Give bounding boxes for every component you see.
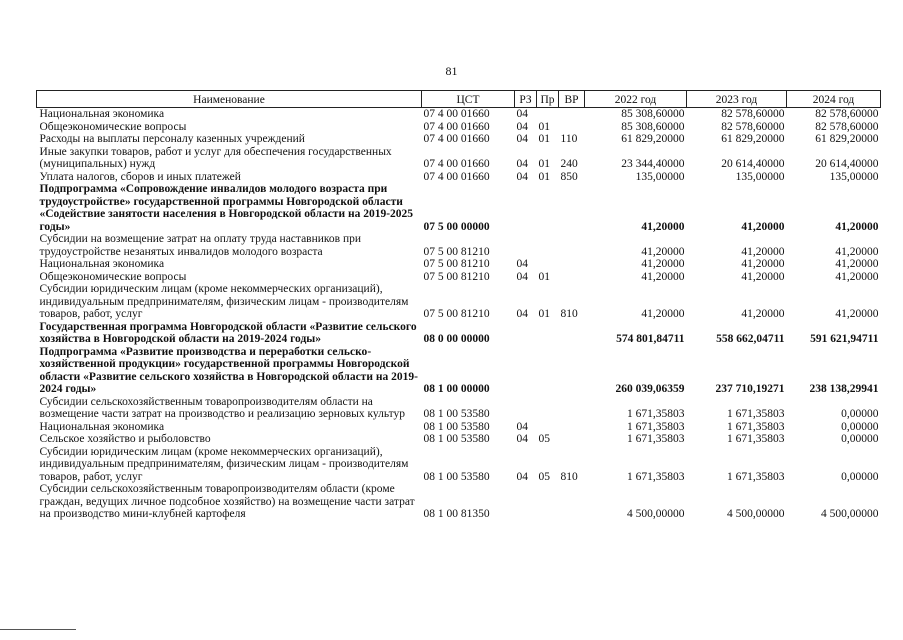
rz-cell: 04: [516, 108, 528, 120]
pr-cell: 01: [538, 120, 550, 133]
name-cell: Сельское хозяйство и рыболовство: [39, 433, 211, 445]
value-2023-cell: 1 671,35803: [727, 433, 785, 445]
rz-cell: 04: [516, 258, 528, 270]
header-vr: ВР: [559, 91, 585, 108]
vr-cell: [559, 271, 585, 284]
value-2024-cell: 82 578,60000: [815, 120, 879, 133]
bottom-rule: [0, 629, 76, 630]
value-2023-cell: 237 710,19271: [715, 383, 785, 395]
cst-cell: 07 4 00 01660: [423, 108, 490, 120]
vr-cell: [559, 421, 585, 434]
rz-cell: 04: [516, 308, 528, 320]
value-2024-cell: 41,20000: [835, 245, 879, 258]
cst-cell: 07 5 00 00000: [423, 220, 490, 233]
pr-cell: [537, 258, 559, 271]
header-pr: Пр: [537, 91, 559, 108]
rz-cell: [515, 321, 537, 346]
name-cell: Подпрограмма «Развитие производства и переработки сельскохозяйственной продукции» государственной программы Новгородской области «Развитие сельского хозяйства в Новгородской области на 2019-2024 годы»: [39, 345, 418, 395]
pr-cell: 01: [538, 308, 550, 320]
cst-cell: 08 1 00 53580: [423, 433, 490, 445]
pr-cell: 05: [538, 470, 550, 483]
value-2024-cell: 0,00000: [841, 470, 879, 483]
value-2024-cell: 0,00000: [841, 408, 879, 420]
header-2022: 2022 год: [585, 91, 687, 108]
value-2022-cell: 41,20000: [641, 258, 685, 270]
vr-cell: [559, 321, 585, 346]
value-2023-cell: 20 614,40000: [721, 158, 785, 170]
name-cell: Общеэкономические вопросы: [39, 270, 187, 283]
header-rz: РЗ: [515, 91, 537, 108]
pr-cell: [537, 108, 559, 121]
pr-cell: 01: [538, 158, 550, 170]
value-2022-cell: 1 671,35803: [627, 408, 685, 420]
table-row: [37, 108, 881, 121]
value-2022-cell: 23 344,40000: [621, 158, 685, 170]
header-name: Наименование: [37, 91, 422, 108]
value-2023-cell: 4 500,00000: [727, 508, 785, 520]
header-2024: 2024 год: [787, 91, 881, 108]
vr-cell: [559, 121, 585, 134]
name-cell: Общеэкономические вопросы: [39, 120, 187, 133]
page-number: 81: [445, 64, 458, 78]
vr-cell: 810: [560, 308, 578, 320]
value-2022-cell: 4 500,00000: [627, 508, 685, 520]
pr-cell: [537, 421, 559, 434]
pr-cell: [537, 346, 559, 396]
vr-cell: [559, 433, 585, 446]
vr-cell: [559, 483, 585, 521]
name-cell: Субсидии сельскохозяйственным товаропроизводителям области (кроме граждан, ведущих личное подсобное хозяйство) на возмещение части затрат на производство мини-клубней картофеля: [39, 483, 415, 520]
cst-cell: 08 1 00 00000: [423, 383, 490, 395]
value-2023-cell: 1 671,35803: [727, 408, 785, 420]
value-2024-cell: 41,20000: [835, 308, 879, 320]
value-2023-cell: 82 578,60000: [721, 120, 785, 133]
table-row: [37, 183, 881, 233]
name-cell: Иные закупки товаров, работ и услуг для обеспечения государственных (муниципальных) нужд: [39, 145, 392, 170]
value-2023-cell: 1 671,35803: [727, 420, 785, 433]
vr-cell: [559, 233, 585, 258]
rz-cell: 04: [516, 133, 528, 145]
value-2023-cell: 558 662,04711: [716, 333, 785, 345]
value-2022-cell: 41,20000: [641, 308, 685, 320]
pr-cell: 05: [538, 433, 550, 445]
value-2022-cell: 1 671,35803: [627, 433, 685, 445]
value-2022-cell: 41,20000: [641, 270, 685, 283]
cst-cell: 07 5 00 81210: [423, 270, 490, 283]
cst-cell: 08 1 00 53580: [423, 470, 490, 483]
budget-table: [36, 90, 881, 521]
vr-cell: [559, 258, 585, 271]
value-2024-cell: 20 614,40000: [815, 158, 879, 170]
table-row: [37, 346, 881, 396]
value-2022-cell: 135,00000: [635, 170, 685, 183]
table-row: [37, 171, 881, 184]
name-cell: Субсидии на возмещение затрат на оплату труда наставников при трудоустройстве незанятых инвалидов молодого возраста: [39, 233, 362, 258]
value-2024-cell: 41,20000: [835, 258, 879, 270]
name-cell: Уплата налогов, сборов и иных платежей: [39, 170, 241, 183]
cst-cell: 08 1 00 53580: [423, 408, 490, 420]
cst-cell: 08 1 00 53580: [423, 420, 490, 433]
cst-cell: 07 5 00 81210: [423, 258, 490, 270]
name-cell: Национальная экономика: [39, 108, 165, 120]
rz-cell: 04: [516, 433, 528, 445]
value-2024-cell: 61 829,20000: [815, 133, 879, 145]
table-row: [37, 258, 881, 271]
cst-cell: 07 5 00 81210: [423, 245, 490, 258]
pr-cell: [537, 183, 559, 233]
pr-cell: [537, 233, 559, 258]
value-2022-cell: 41,20000: [641, 245, 685, 258]
vr-cell: [559, 346, 585, 396]
value-2024-cell: 82 578,60000: [815, 108, 879, 120]
table-row: [37, 421, 881, 434]
rz-cell: 04: [516, 470, 528, 483]
cst-cell: 07 4 00 01660: [423, 120, 490, 133]
name-cell: Подпрограмма «Сопровождение инвалидов молодого возраста при трудоустройстве» государственной программы Новгородской области «Содействие занятости населения в Новгородской области на 2019-2025 годы»: [39, 183, 414, 233]
rz-cell: 04: [516, 170, 528, 183]
table-row: [37, 483, 881, 521]
value-2022-cell: 574 801,84711: [616, 333, 685, 345]
value-2023-cell: 1 671,35803: [727, 470, 785, 483]
vr-cell: 240: [560, 158, 578, 170]
value-2024-cell: 41,20000: [835, 220, 879, 233]
value-2024-cell: 238 138,29941: [809, 383, 879, 395]
table-row: [37, 233, 881, 258]
value-2023-cell: 41,20000: [741, 308, 785, 320]
pr-cell: 01: [538, 270, 550, 283]
name-cell: Расходы на выплаты персоналу казенных учреждений: [39, 133, 305, 145]
header-cst: ЦСТ: [422, 91, 515, 108]
vr-cell: 810: [560, 470, 578, 483]
table-row: [37, 396, 881, 421]
vr-cell: 110: [560, 133, 578, 145]
value-2022-cell: 1 671,35803: [627, 420, 685, 433]
pr-cell: 01: [538, 170, 550, 183]
cst-cell: 07 5 00 81210: [423, 308, 490, 320]
table-body: [37, 108, 881, 521]
rz-cell: 04: [516, 270, 528, 283]
rz-cell: [515, 483, 537, 521]
value-2023-cell: 82 578,60000: [721, 108, 785, 120]
name-cell: Субсидии юридическим лицам (кроме некоммерческих организаций), индивидуальным предпринимателям, физическим лицам - производителям товаров, работ, услуг: [39, 445, 409, 483]
rz-cell: 04: [516, 158, 528, 170]
value-2024-cell: 41,20000: [835, 270, 879, 283]
table-row: [37, 133, 881, 146]
table-header-row: [37, 91, 881, 108]
value-2023-cell: 41,20000: [741, 220, 785, 233]
header-2023: 2023 год: [687, 91, 787, 108]
value-2022-cell: 1 671,35803: [627, 470, 685, 483]
value-2023-cell: 61 829,20000: [721, 133, 785, 145]
value-2024-cell: 0,00000: [841, 420, 879, 433]
value-2022-cell: 85 308,60000: [621, 120, 685, 133]
pr-cell: [537, 321, 559, 346]
cst-cell: 08 0 00 00000: [423, 333, 490, 345]
table-row: [37, 283, 881, 321]
value-2023-cell: 41,20000: [741, 270, 785, 283]
name-cell: Национальная экономика: [39, 258, 165, 270]
vr-cell: 850: [560, 170, 578, 183]
rz-cell: [515, 233, 537, 258]
value-2023-cell: 41,20000: [741, 258, 785, 270]
cst-cell: 07 4 00 01660: [423, 133, 490, 145]
cst-cell: 08 1 00 81350: [423, 508, 490, 520]
rz-cell: [515, 396, 537, 421]
value-2024-cell: 4 500,00000: [821, 508, 879, 520]
table-row: [37, 146, 881, 171]
pr-cell: [537, 396, 559, 421]
table-row: [37, 446, 881, 484]
vr-cell: [559, 108, 585, 121]
cst-cell: 07 4 00 01660: [423, 158, 490, 170]
value-2022-cell: 61 829,20000: [621, 133, 685, 145]
value-2024-cell: 135,00000: [829, 170, 879, 183]
rz-cell: [515, 183, 537, 233]
value-2022-cell: 260 039,06359: [615, 383, 685, 395]
value-2024-cell: 0,00000: [841, 433, 879, 445]
table-row: [37, 121, 881, 134]
table-row: [37, 321, 881, 346]
cst-cell: 07 4 00 01660: [423, 170, 490, 183]
rz-cell: 04: [516, 120, 528, 133]
rz-cell: 04: [516, 420, 528, 433]
rz-cell: [515, 346, 537, 396]
value-2023-cell: 41,20000: [741, 245, 785, 258]
value-2022-cell: 85 308,60000: [621, 108, 685, 120]
table-row: [37, 271, 881, 284]
pr-cell: [537, 483, 559, 521]
name-cell: Субсидии юридическим лицам (кроме некоммерческих организаций), индивидуальным предпринимателям, физическим лицам - производителям товаров, работ, услуг: [39, 283, 409, 320]
value-2022-cell: 41,20000: [641, 220, 685, 233]
vr-cell: [559, 396, 585, 421]
name-cell: Национальная экономика: [39, 420, 165, 433]
name-cell: Субсидии сельскохозяйственным товаропроизводителям области на возмещение части затрат на производство и реализацию зерновых культур: [39, 395, 406, 420]
value-2024-cell: 591 621,94711: [810, 333, 879, 345]
pr-cell: 01: [538, 133, 550, 145]
vr-cell: [559, 183, 585, 233]
name-cell: Государственная программа Новгородской области «Развитие сельского хозяйства в Новгородской области на 2019-2024 годы»: [39, 320, 417, 345]
table-row: [37, 433, 881, 446]
value-2023-cell: 135,00000: [735, 170, 785, 183]
